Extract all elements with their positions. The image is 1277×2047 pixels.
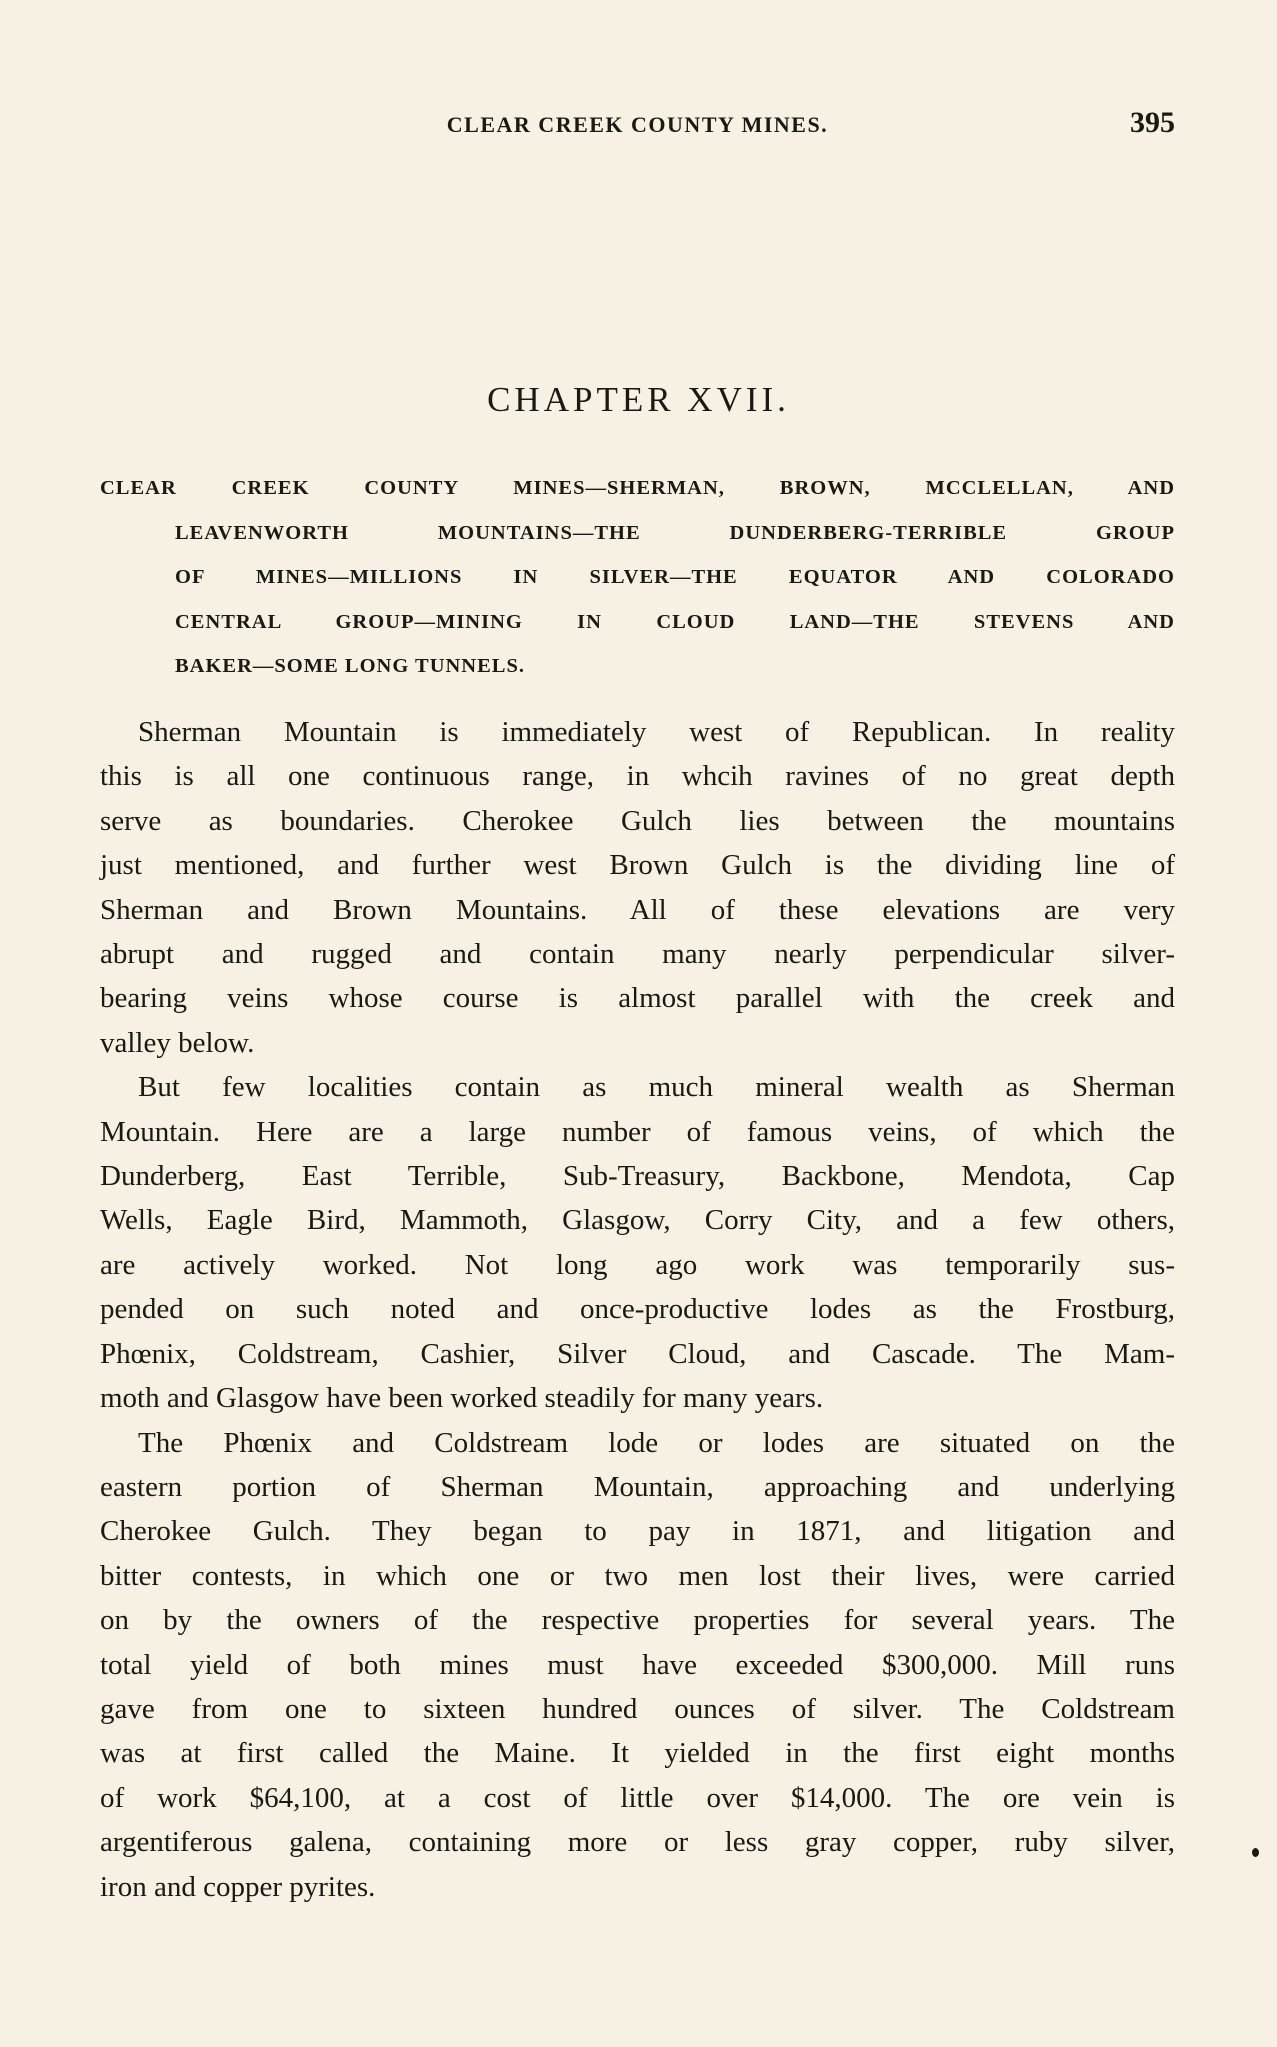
text-line: Wells, Eagle Bird, Mammoth, Glasgow, Corry City, and a few others, (100, 1204, 1175, 1237)
text-line: bitter contests, in which one or two men lost their lives, were carried (100, 1559, 1175, 1592)
running-title: CLEAR CREEK COUNTY MINES. (446, 112, 829, 137)
text-line: Sherman Mountain is immediately west of Republican. In reality (138, 716, 1175, 748)
chapter-title: CHAPTER XVII. (487, 380, 790, 419)
text-line: argentiferous galena, containing more or less gray copper, ruby silver, (100, 1826, 1175, 1859)
paragraph-2 (100, 1065, 1175, 1420)
body-text (100, 710, 1175, 1909)
text-line: moth and Glasgow have been worked steadily for many years. (100, 1382, 824, 1415)
text-line: Dunderberg, East Terrible, Sub-Treasury, Backbone, Mendota, Cap (100, 1160, 1175, 1193)
text-line: of work $64,100, at a cost of little over $14,000. The ore vein is (100, 1781, 1175, 1814)
text-line: gave from one to sixteen hundred ounces of silver. The Coldstream (100, 1692, 1175, 1725)
text-line: serve as boundaries. Cherokee Gulch lies between the mountains (100, 804, 1175, 837)
text-line: The Phœnix and Coldstream lode or lodes are situated on the (138, 1426, 1175, 1459)
text-line: bearing veins whose course is almost parallel with the creek and (100, 982, 1175, 1015)
text-line: Mountain. Here are a large number of famous veins, of which the (100, 1115, 1175, 1148)
synopsis-line: OF MINES—MILLIONS IN SILVER—THE EQUATOR AND COLORADO (175, 566, 1175, 588)
text-line: iron and copper pyrites. (100, 1870, 376, 1903)
text-line: Sherman and Brown Mountains. All of these elevations are very (100, 893, 1175, 926)
chapter-synopsis (100, 466, 1175, 689)
text-line: just mentioned, and further west Brown Gulch is the dividing line of (100, 849, 1175, 882)
paragraph-1 (100, 710, 1175, 1065)
text-line: But few localities contain as much mineral wealth as Sherman (138, 1071, 1175, 1104)
text-line: Cherokee Gulch. They began to pay in 1871, and litigation and (100, 1515, 1175, 1548)
text-line: total yield of both mines must have exceeded $300,000. Mill runs (100, 1648, 1175, 1681)
synopsis-line: CLEAR CREEK COUNTY MINES—SHERMAN, BROWN, MCCLELLAN, AND (100, 477, 1175, 499)
text-line: Phœnix, Coldstream, Cashier, Silver Cloud, and Cascade. The Mam- (100, 1337, 1175, 1370)
synopsis-line: CENTRAL GROUP—MINING IN CLOUD LAND—THE STEVENS AND (175, 610, 1175, 633)
text-line: this is all one continuous range, in whcih ravines of no great depth (100, 760, 1175, 793)
synopsis-line: LEAVENWORTH MOUNTAINS—THE DUNDERBERG-TERRIBLE GROUP (175, 521, 1175, 544)
text-line: on by the owners of the respective properties for several years. The (100, 1604, 1175, 1637)
paragraph-3 (100, 1421, 1175, 1909)
text-line: valley below. (100, 1026, 255, 1059)
text-line: abrupt and rugged and contain many nearly perpendicular silver- (100, 938, 1175, 971)
running-header (100, 106, 1175, 146)
text-line: pended on such noted and once-productive lodes as the Frostburg, (100, 1293, 1175, 1326)
text-line: was at first called the Maine. It yielded in the first eight months (100, 1737, 1175, 1770)
text-line: are actively worked. Not long ago work was temporarily sus- (100, 1248, 1175, 1281)
page-number: 395 (1130, 106, 1175, 139)
ink-spot (1252, 1848, 1259, 1857)
text-line: eastern portion of Sherman Mountain, approaching and underlying (100, 1470, 1175, 1503)
synopsis-line: BAKER—SOME LONG TUNNELS. (175, 655, 525, 677)
